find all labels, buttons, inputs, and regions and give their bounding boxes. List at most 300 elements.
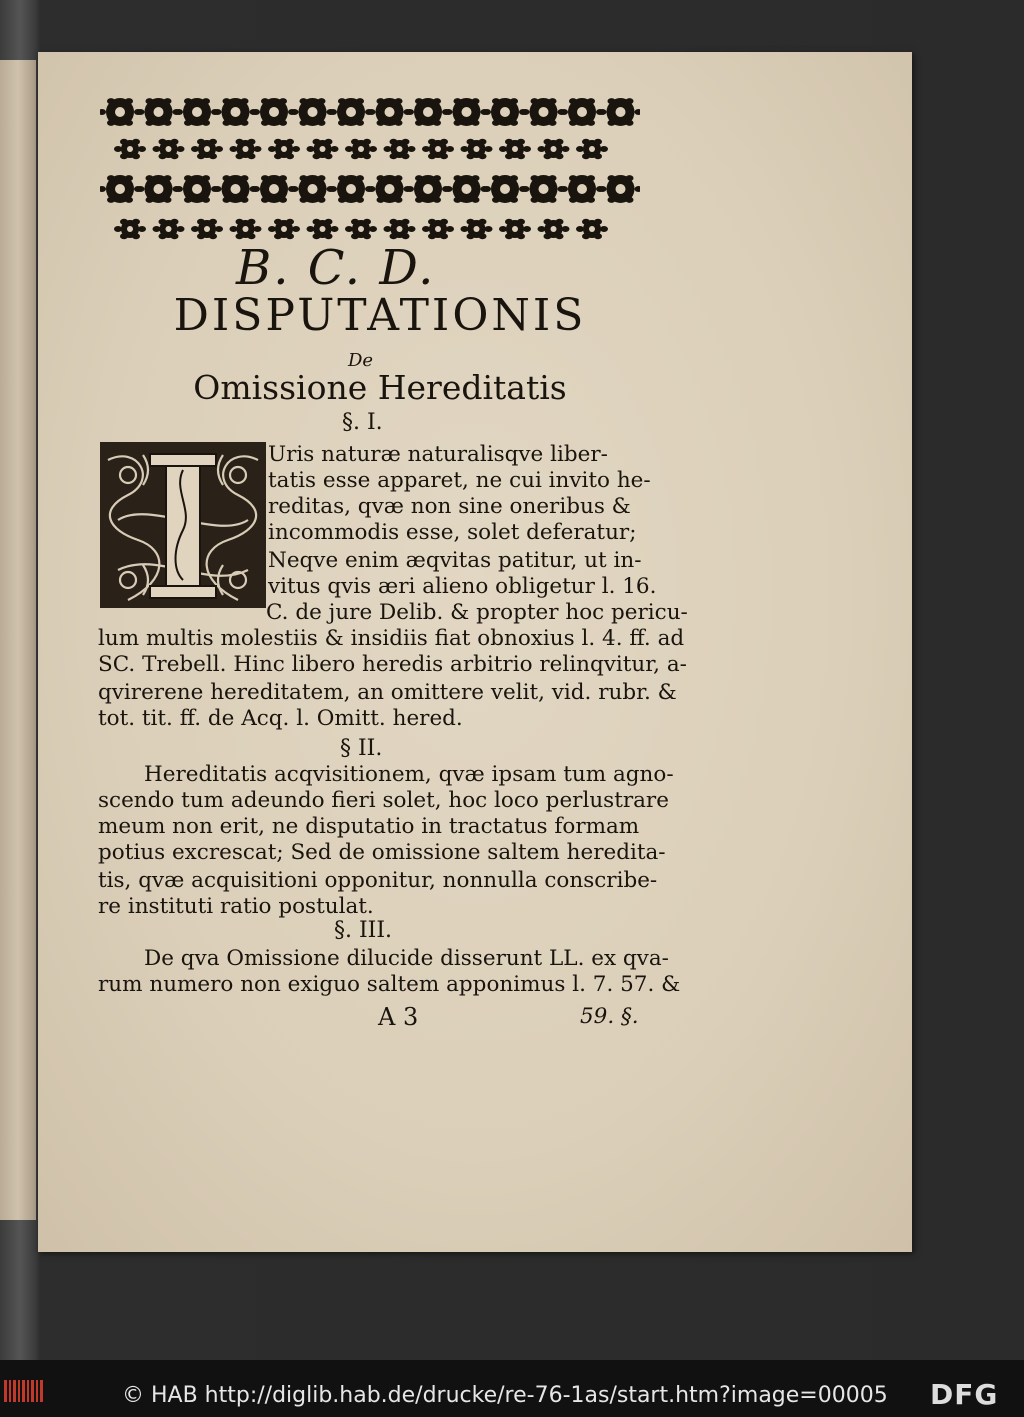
ornament-rosette-center bbox=[269, 184, 279, 194]
ornament-petal bbox=[402, 233, 410, 239]
ornament-petal bbox=[517, 219, 525, 225]
ornament-rosette-center bbox=[115, 184, 125, 194]
ornament-petal bbox=[428, 233, 436, 239]
ornament-petal bbox=[138, 226, 146, 232]
ornament-petal bbox=[472, 197, 480, 203]
ornament-petal bbox=[351, 139, 359, 145]
ornament-petal bbox=[390, 233, 398, 239]
ornament-rosette-center bbox=[166, 146, 172, 152]
page-title: DISPUTATIONIS bbox=[173, 290, 587, 341]
ornament-petal bbox=[338, 98, 346, 104]
ornament-rosette-center bbox=[320, 146, 326, 152]
ornament-rosette-center bbox=[423, 184, 433, 194]
ornament-petal bbox=[445, 186, 453, 192]
ornament-petal bbox=[483, 186, 491, 192]
ornament-petal bbox=[377, 120, 385, 126]
ornament-petal bbox=[100, 186, 106, 192]
ornament-petal bbox=[626, 98, 634, 104]
ornament-rosette-center bbox=[435, 146, 441, 152]
ornament-petal bbox=[538, 146, 546, 152]
ornament-rosette-center bbox=[204, 226, 210, 232]
ornament-rosette-center bbox=[462, 107, 472, 117]
ornament-petal bbox=[549, 120, 557, 126]
ornament-petal bbox=[292, 146, 300, 152]
ornament-petal bbox=[197, 153, 205, 159]
ornament-petal bbox=[120, 153, 128, 159]
ornament-petal bbox=[291, 109, 299, 115]
ornament-petal bbox=[428, 139, 436, 145]
ornament-petal bbox=[402, 153, 410, 159]
text-line: C. de jure Delib. & propter hoc pericu- bbox=[266, 600, 688, 625]
ornament-petal bbox=[408, 146, 416, 152]
ornament-rosette-center bbox=[154, 184, 164, 194]
ornament-petal bbox=[107, 120, 115, 126]
ornament-petal bbox=[635, 109, 641, 115]
ornament-petal bbox=[125, 120, 133, 126]
ornament-petal bbox=[241, 175, 249, 181]
ornament-petal bbox=[582, 233, 590, 239]
ornament-petal bbox=[594, 219, 602, 225]
ornament-rosette-center bbox=[385, 107, 395, 117]
ornament-petal bbox=[505, 233, 513, 239]
ornament-rosette-center bbox=[616, 184, 626, 194]
ornament-petal bbox=[560, 186, 568, 192]
ornament-petal bbox=[252, 186, 260, 192]
ornament-petal bbox=[510, 175, 518, 181]
ornament-petal bbox=[268, 226, 276, 232]
ornament-petal bbox=[230, 226, 238, 232]
ornament-petal bbox=[626, 120, 634, 126]
ornament-petal bbox=[422, 226, 430, 232]
ornament-rosette-center bbox=[539, 184, 549, 194]
ornament-petal bbox=[599, 186, 607, 192]
ornament-petal bbox=[499, 226, 507, 232]
ornament-petal bbox=[274, 219, 282, 225]
ornament-petal bbox=[440, 219, 448, 225]
ornament-petal bbox=[318, 197, 326, 203]
ornament-rosette-center bbox=[512, 226, 518, 232]
ornament-rosette-center bbox=[358, 226, 364, 232]
ornament-petal bbox=[171, 219, 179, 225]
ornament-petal bbox=[363, 219, 371, 225]
ornament-petal bbox=[325, 233, 333, 239]
ornament-petal bbox=[446, 146, 454, 152]
ornament-petal bbox=[146, 175, 154, 181]
ornament-petal bbox=[428, 219, 436, 225]
ornament-petal bbox=[445, 109, 453, 115]
ornament-petal bbox=[223, 120, 231, 126]
ornament-rosette-center bbox=[320, 226, 326, 232]
ornament-petal bbox=[492, 197, 500, 203]
signature-mark: A 3 bbox=[378, 1003, 419, 1031]
ornament-rosette-center bbox=[512, 146, 518, 152]
ornament-rosette-center bbox=[127, 226, 133, 232]
ornament-petal bbox=[440, 139, 448, 145]
ornament-rosette-center bbox=[154, 107, 164, 117]
ornament-petal bbox=[408, 226, 416, 232]
ornament-petal bbox=[395, 175, 403, 181]
ornament-petal bbox=[587, 197, 595, 203]
ornament-petal bbox=[351, 153, 359, 159]
ornament-rosette-center bbox=[500, 184, 510, 194]
ornament-petal bbox=[202, 120, 210, 126]
ornament-petal bbox=[274, 233, 282, 239]
ornament-petal bbox=[531, 197, 539, 203]
ornament-rosette-center bbox=[308, 107, 318, 117]
text-line: De qva Omissione dilucide disserunt LL. ex qva- bbox=[144, 946, 669, 971]
ornament-petal bbox=[608, 120, 616, 126]
ornament-petal bbox=[215, 146, 223, 152]
ornament-petal bbox=[338, 120, 346, 126]
ornament-rosette-center bbox=[589, 226, 595, 232]
ornament-petal bbox=[307, 146, 315, 152]
ornament-petal bbox=[454, 120, 462, 126]
ornament-rosette-center bbox=[358, 146, 364, 152]
ornament-petal bbox=[137, 186, 145, 192]
ornament-petal bbox=[100, 109, 106, 115]
ornament-petal bbox=[215, 226, 223, 232]
ornament-petal bbox=[363, 233, 371, 239]
ornament-petal bbox=[197, 233, 205, 239]
ornament-petal bbox=[300, 197, 308, 203]
ornament-petal bbox=[279, 98, 287, 104]
ornament-petal bbox=[120, 219, 128, 225]
ornament-rosette-center bbox=[462, 184, 472, 194]
text-line: tatis esse apparet, ne cui invito he- bbox=[268, 468, 651, 493]
ornament-petal bbox=[472, 120, 480, 126]
ornament-petal bbox=[505, 219, 513, 225]
ornament-petal bbox=[209, 233, 217, 239]
ornament-petal bbox=[313, 153, 321, 159]
ornament-rosette-center bbox=[589, 146, 595, 152]
ornament-petal bbox=[587, 98, 595, 104]
ornament-petal bbox=[345, 226, 353, 232]
ornament-petal bbox=[517, 233, 525, 239]
ornament-petal bbox=[107, 98, 115, 104]
ornament-petal bbox=[209, 153, 217, 159]
ornament-petal bbox=[325, 153, 333, 159]
section-1-heading: §. I. bbox=[342, 410, 383, 435]
ornament-petal bbox=[153, 226, 161, 232]
ornament-petal bbox=[300, 98, 308, 104]
ornament-petal bbox=[363, 139, 371, 145]
ornament-petal bbox=[461, 146, 469, 152]
ornament-petal bbox=[433, 197, 441, 203]
text-line: tis, qvæ acquisitioni opponitur, nonnulla conscribe- bbox=[98, 868, 658, 893]
ornament-petal bbox=[171, 233, 179, 239]
ornament-petal bbox=[177, 146, 185, 152]
ornament-rosette-center bbox=[474, 226, 480, 232]
ornament-petal bbox=[248, 219, 256, 225]
ornament-petal bbox=[286, 233, 294, 239]
ornament-rosette-center bbox=[243, 226, 249, 232]
previous-page-edge bbox=[0, 60, 36, 1220]
ornament-petal bbox=[241, 197, 249, 203]
ornament-petal bbox=[428, 153, 436, 159]
ornament-petal bbox=[164, 120, 172, 126]
ornament-rosette-center bbox=[192, 184, 202, 194]
ornament-petal bbox=[223, 175, 231, 181]
ornament-petal bbox=[517, 139, 525, 145]
ornament-petal bbox=[483, 109, 491, 115]
ornament-petal bbox=[377, 98, 385, 104]
text-line: incommodis esse, solet deferatur; bbox=[268, 520, 637, 545]
ornament-petal bbox=[505, 139, 513, 145]
ornament-petal bbox=[286, 153, 294, 159]
ornament-petal bbox=[562, 146, 570, 152]
ornament-petal bbox=[338, 175, 346, 181]
ornament-petal bbox=[406, 109, 414, 115]
ornament-petal bbox=[325, 139, 333, 145]
ornament-petal bbox=[479, 153, 487, 159]
ornament-petal bbox=[175, 109, 183, 115]
ornament-petal bbox=[406, 186, 414, 192]
ornament-rosette-center bbox=[192, 107, 202, 117]
ornament-rosette-center bbox=[204, 146, 210, 152]
ornament-petal bbox=[184, 98, 192, 104]
ornament-petal bbox=[531, 175, 539, 181]
ornament-petal bbox=[576, 146, 584, 152]
ornament-petal bbox=[531, 98, 539, 104]
ornament-petal bbox=[248, 139, 256, 145]
ornament-petal bbox=[556, 139, 564, 145]
text-line: Hereditatis acqvisitionem, qvæ ipsam tum agno- bbox=[144, 762, 674, 787]
ornament-petal bbox=[292, 226, 300, 232]
ornament-petal bbox=[368, 186, 376, 192]
ornament-petal bbox=[307, 226, 315, 232]
ornament-petal bbox=[191, 146, 199, 152]
ornament-petal bbox=[318, 175, 326, 181]
ornament-petal bbox=[560, 109, 568, 115]
ornament-petal bbox=[467, 139, 475, 145]
ornament-petal bbox=[523, 146, 531, 152]
ornament-petal bbox=[446, 226, 454, 232]
ornament-petal bbox=[472, 175, 480, 181]
text-line: reditas, qvæ non sine oneribus & bbox=[268, 494, 631, 519]
section-3-heading: §. III. bbox=[334, 918, 393, 943]
ornament-petal bbox=[114, 146, 122, 152]
ornament-petal bbox=[241, 98, 249, 104]
ornament-petal bbox=[510, 120, 518, 126]
text-line: qvirerene hereditatem, an omittere velit, vid. rubr. & bbox=[98, 680, 677, 705]
ornament-petal bbox=[202, 98, 210, 104]
ornament-petal bbox=[433, 120, 441, 126]
ornament-petal bbox=[146, 197, 154, 203]
ornament-petal bbox=[544, 219, 552, 225]
ornament-petal bbox=[318, 120, 326, 126]
ornament-petal bbox=[479, 139, 487, 145]
ornament-petal bbox=[164, 98, 172, 104]
ornament-petal bbox=[608, 197, 616, 203]
ornament-petal bbox=[594, 233, 602, 239]
ornament-petal bbox=[230, 146, 238, 152]
ornament-petal bbox=[177, 226, 185, 232]
ornament-petal bbox=[600, 146, 608, 152]
ornament-petal bbox=[467, 233, 475, 239]
ornament-petal bbox=[214, 109, 222, 115]
ornament-petal bbox=[356, 175, 364, 181]
text-line: rum numero non exiguo saltem apponimus l. 7. 57. & bbox=[98, 972, 681, 997]
ornament-petal bbox=[395, 197, 403, 203]
text-line: vitus qvis æri alieno obligetur l. 16. bbox=[268, 574, 657, 599]
ornament-petal bbox=[241, 120, 249, 126]
ornament-petal bbox=[395, 98, 403, 104]
ornament-petal bbox=[153, 146, 161, 152]
ornament-rosette-center bbox=[616, 107, 626, 117]
ornament-petal bbox=[132, 153, 140, 159]
text-line: tot. tit. ff. de Acq. l. Omitt. hered. bbox=[98, 706, 463, 731]
ornament-petal bbox=[114, 226, 122, 232]
ornament-petal bbox=[626, 197, 634, 203]
ornament-petal bbox=[608, 98, 616, 104]
ornament-rosette-center bbox=[281, 146, 287, 152]
ornament-petal bbox=[171, 153, 179, 159]
ornament-petal bbox=[440, 233, 448, 239]
ornament-rosette-center bbox=[243, 146, 249, 152]
ornament-petal bbox=[197, 219, 205, 225]
ornament-rosette-center bbox=[577, 184, 587, 194]
ornament-petal bbox=[356, 120, 364, 126]
ornament-petal bbox=[492, 120, 500, 126]
ornament-petal bbox=[377, 175, 385, 181]
ornament-petal bbox=[300, 120, 308, 126]
ornament-petal bbox=[248, 153, 256, 159]
ornament-petal bbox=[510, 98, 518, 104]
ornament-petal bbox=[132, 233, 140, 239]
text-line: Uris naturæ naturalisqve liber- bbox=[268, 442, 608, 467]
ornament-petal bbox=[236, 233, 244, 239]
ornament-petal bbox=[556, 233, 564, 239]
ornament-petal bbox=[184, 175, 192, 181]
ornament-petal bbox=[125, 175, 133, 181]
ornament-petal bbox=[107, 197, 115, 203]
ornament-petal bbox=[433, 98, 441, 104]
ornament-petal bbox=[209, 139, 217, 145]
ornament-rosette-center bbox=[551, 226, 557, 232]
ornament-rosette-center bbox=[577, 107, 587, 117]
ornament-petal bbox=[635, 186, 641, 192]
ornament-rosette-center bbox=[115, 107, 125, 117]
ornament-rosette-center bbox=[269, 107, 279, 117]
ornament-petal bbox=[422, 146, 430, 152]
ornament-petal bbox=[594, 139, 602, 145]
ornament-petal bbox=[384, 146, 392, 152]
ornament-petal bbox=[107, 175, 115, 181]
ornament-petal bbox=[356, 98, 364, 104]
ornament-petal bbox=[492, 98, 500, 104]
ornament-petal bbox=[492, 175, 500, 181]
ornament-petal bbox=[279, 120, 287, 126]
ornament-petal bbox=[549, 175, 557, 181]
ornament-petal bbox=[351, 219, 359, 225]
ornament-petal bbox=[191, 226, 199, 232]
ornament-petal bbox=[125, 98, 133, 104]
ornament-rosette-center bbox=[127, 146, 133, 152]
ornament-petal bbox=[454, 175, 462, 181]
ornament-petal bbox=[159, 219, 167, 225]
ornament-petal bbox=[369, 146, 377, 152]
text-line: scendo tum adeundo fieri solet, hoc loco perlustrare bbox=[98, 788, 669, 813]
ornament-petal bbox=[286, 219, 294, 225]
ornament-petal bbox=[236, 139, 244, 145]
ornament-petal bbox=[202, 175, 210, 181]
ornament-petal bbox=[454, 98, 462, 104]
ornament-petal bbox=[587, 120, 595, 126]
ornament-rosette-center bbox=[231, 184, 241, 194]
ornament-rosette-center bbox=[397, 146, 403, 152]
ornament-petal bbox=[369, 226, 377, 232]
ornament-petal bbox=[544, 233, 552, 239]
ornament-petal bbox=[356, 197, 364, 203]
ornament-petal bbox=[261, 175, 269, 181]
ornament-petal bbox=[351, 233, 359, 239]
ornament-petal bbox=[159, 153, 167, 159]
ornament-rosette-center bbox=[308, 184, 318, 194]
text-line: re instituti ratio postulat. bbox=[98, 894, 374, 919]
catchword: 59. §. bbox=[580, 1004, 639, 1029]
ornament-petal bbox=[415, 197, 423, 203]
ornament-petal bbox=[505, 153, 513, 159]
ornament-petal bbox=[261, 120, 269, 126]
ornament-petal bbox=[138, 146, 146, 152]
ornament-petal bbox=[223, 197, 231, 203]
ornament-petal bbox=[523, 226, 531, 232]
ornament-petal bbox=[510, 197, 518, 203]
section-2-heading: § II. bbox=[340, 736, 383, 761]
ornament-petal bbox=[331, 146, 339, 152]
ornament-petal bbox=[467, 153, 475, 159]
ornament-petal bbox=[184, 120, 192, 126]
decorated-initial bbox=[98, 440, 268, 610]
ornament-petal bbox=[146, 120, 154, 126]
ornament-petal bbox=[485, 226, 493, 232]
ornament-rosette-center bbox=[397, 226, 403, 232]
copyright-link[interactable]: © HAB http://diglib.hab.de/drucke/re-76-1as/start.htm?image=00005 bbox=[122, 1383, 888, 1408]
ornament-petal bbox=[384, 226, 392, 232]
ornament-petal bbox=[209, 219, 217, 225]
ornament-petal bbox=[531, 120, 539, 126]
ornament-petal bbox=[274, 153, 282, 159]
text-line: SC. Trebell. Hinc libero heredis arbitrio relinqvitur, a- bbox=[98, 652, 687, 677]
ornament-petal bbox=[159, 139, 167, 145]
ornament-petal bbox=[582, 153, 590, 159]
ornament-petal bbox=[569, 175, 577, 181]
ornament-petal bbox=[146, 98, 154, 104]
ornament-petal bbox=[252, 109, 260, 115]
ornament-petal bbox=[274, 139, 282, 145]
ornament-petal bbox=[600, 226, 608, 232]
ornament-rosette-center bbox=[385, 184, 395, 194]
ornament-petal bbox=[313, 219, 321, 225]
ornament-petal bbox=[599, 109, 607, 115]
ornament-petal bbox=[472, 98, 480, 104]
ornament-petal bbox=[363, 153, 371, 159]
ornament-petal bbox=[594, 153, 602, 159]
ornament-petal bbox=[517, 153, 525, 159]
ornament-rosette-center bbox=[500, 107, 510, 117]
ornament-petal bbox=[402, 219, 410, 225]
text-line: meum non erit, ne disputatio in tractatus formam bbox=[98, 814, 640, 839]
ornament-rosette-center bbox=[423, 107, 433, 117]
ornament-petal bbox=[331, 226, 339, 232]
ornament-rosette-center bbox=[281, 226, 287, 232]
ornament-petal bbox=[268, 146, 276, 152]
ornament-petal bbox=[390, 219, 398, 225]
ornament-petal bbox=[569, 120, 577, 126]
ornament-petal bbox=[569, 197, 577, 203]
ornament-rosette-center bbox=[474, 146, 480, 152]
heading-b-c-d: B. C. D. bbox=[236, 240, 436, 296]
